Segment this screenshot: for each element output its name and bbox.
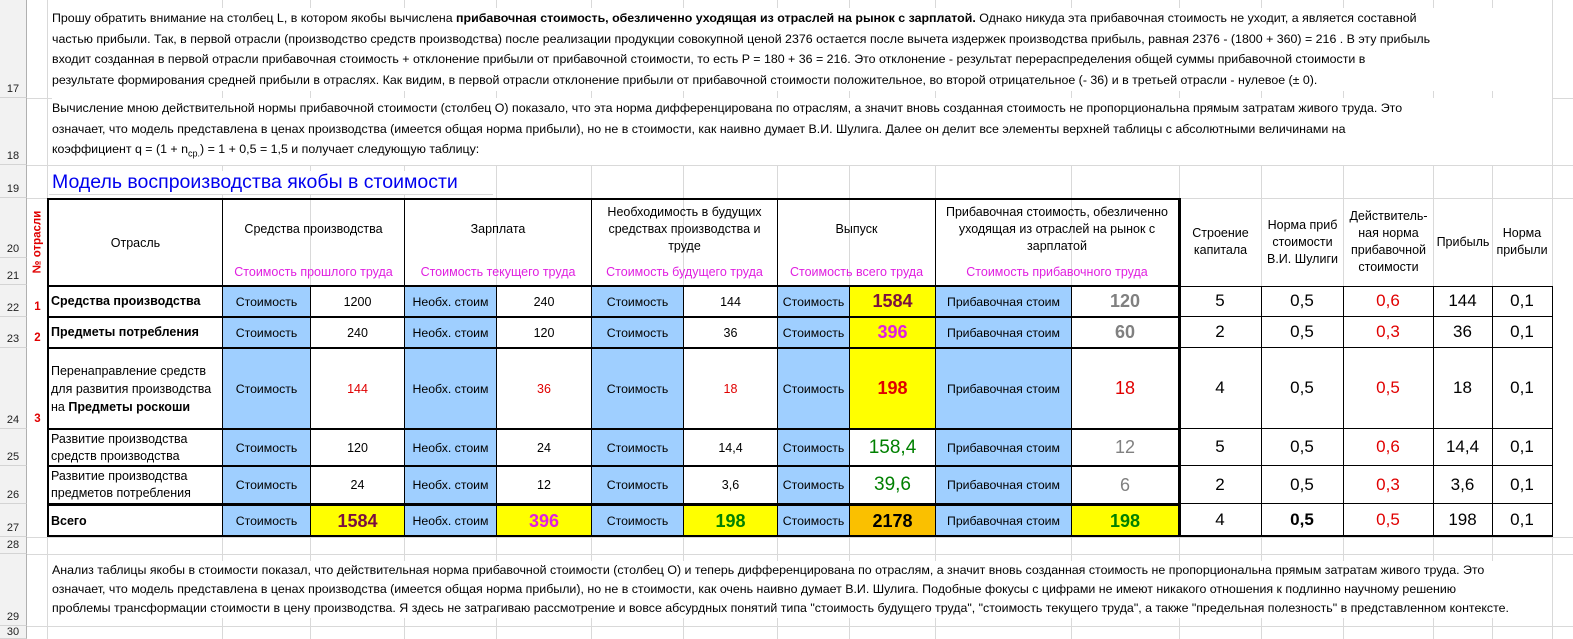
header-means: Средства производства (222, 198, 405, 258)
subheader-output: Стоимость всего труда (777, 258, 936, 286)
wage-value[interactable]: 36 (496, 348, 592, 429)
surplus-value[interactable]: 6 (1071, 466, 1180, 504)
header-norm-shuliga: Норма приб стоимости В.И. Шулиги (1267, 217, 1338, 266)
branch-name[interactable]: Развитие производства предметов потребления (47, 466, 223, 504)
structure-value[interactable]: 4 (1179, 504, 1262, 537)
wage-label: Необх. стоим (404, 348, 497, 429)
output-value[interactable]: 198 (849, 348, 936, 429)
norm-shuliga-value[interactable]: 0,5 (1261, 504, 1344, 537)
surplus-value[interactable]: 120 (1071, 286, 1180, 317)
future-label: Стоимость (591, 348, 684, 429)
row-header[interactable]: 26 (0, 466, 27, 504)
means-value[interactable]: 24 (310, 466, 405, 504)
means-label: Стоимость (222, 504, 311, 537)
output-label: Стоимость (777, 348, 850, 429)
row-header[interactable]: 29 (0, 554, 27, 626)
paragraph-18: Вычисление мною действительной нормы прибавочной стоимости (столбец О) показало, что эта норма дифференцирована по отраслям, а значит вновь созданная стоимость не пропорциональна прямым затратам живого труда. Это означает, что модель представлена в ценах производства (имеется общая норма прибыли), но не в стоимости, как наивно думает В.И. Шулига. Далее он делит все элементы верхней таблицы с абсолютными величинами на коэффициент $q = (1 + n_{ср.}) = 1 + 0,5 = 1,5$ и получает следующую таблицу: (52, 98, 1552, 165)
row-header[interactable]: 28 (0, 537, 27, 554)
table-title: Модель воспроизводства якобы в стоимости (49, 171, 493, 195)
wage-value[interactable]: 12 (496, 466, 592, 504)
row-header[interactable]: 24 (0, 348, 27, 429)
subheader-means: Стоимость прошлого труда (222, 258, 405, 286)
means-value[interactable]: 1200 (310, 286, 405, 317)
header-structure: Строение капитала (1192, 226, 1249, 257)
future-value[interactable]: 144 (683, 286, 778, 317)
paragraph-17: Прошу обратить внимание на столбец L, в котором якобы вычислена прибавочная стоимость, обезличенно уходящая из отраслей на рынок с зарплатой. Однако никуда эта прибавочная стоимость не уходит, а является составной частью прибыли. Так, в первой отрасли (производство средств производства) после реализации продукции совокупной ценой 2376 остается после вычета издержек производства прибыль, равная 2376 - (1800 + 360) = 216 . В эту прибыль входит созданная в первой отрасли прибавочная стоимость + отклонение прибыли от прибавочной стоимости, то есть P = 180 + 36 = 216. Это отклонение - результат перераспределения общей суммы прибавочной стоимости в результате формирования средней прибыли в отраслях. Как видим, в первой отрасли отклонение прибыли от прибавочной стоимости положительное, во второй отрицательное (- 36) и в третьей отрасли - нулевое (± 0). (52, 8, 1552, 91)
output-value[interactable]: 39,6 (849, 466, 936, 504)
row-header[interactable]: 21 (0, 258, 27, 285)
future-value[interactable]: 14,4 (683, 429, 778, 466)
surplus-label: Прибавочная стоим (935, 317, 1072, 348)
means-value[interactable]: 120 (310, 429, 405, 466)
surplus-value[interactable]: 60 (1071, 317, 1180, 348)
norm-shuliga-value[interactable]: 0,5 (1261, 348, 1344, 429)
structure-value[interactable]: 5 (1179, 429, 1262, 466)
wage-value[interactable]: 120 (496, 317, 592, 348)
branch-number[interactable]: 3 (34, 413, 41, 425)
wage-label: Необх. стоим (404, 317, 497, 348)
row-header[interactable]: 27 (0, 504, 27, 537)
output-label: Стоимость (777, 429, 850, 466)
branch-name[interactable]: Средства производства (47, 286, 223, 317)
means-label: Стоимость (222, 317, 311, 348)
output-value[interactable]: 1584 (849, 286, 936, 317)
header-surplus: Прибавочная стоимость, обезличенно уходящая из отраслей на рынок с зарплатой (935, 198, 1180, 258)
subheader-surplus: Стоимость прибавочного труда (935, 258, 1180, 286)
profit-norm-value[interactable]: 0,1 (1492, 348, 1553, 429)
means-value[interactable]: 1584 (310, 504, 405, 537)
future-value[interactable]: 36 (683, 317, 778, 348)
branch-number-header: № отрасли (27, 198, 48, 286)
norm-real-value[interactable]: 0,5 (1343, 504, 1434, 537)
output-label: Стоимость (777, 286, 850, 317)
profit-norm-value[interactable]: 0,1 (1492, 317, 1553, 348)
norm-shuliga-value[interactable]: 0,5 (1261, 286, 1344, 317)
norm-real-value[interactable]: 0,3 (1343, 317, 1434, 348)
row-header[interactable]: 30 (0, 626, 27, 639)
wage-value[interactable]: 240 (496, 286, 592, 317)
structure-value[interactable]: 4 (1179, 348, 1262, 429)
header-wage: Зарплата (404, 198, 592, 258)
output-label: Стоимость (777, 317, 850, 348)
profit-value[interactable]: 36 (1433, 317, 1493, 348)
surplus-value[interactable]: 198 (1071, 504, 1180, 537)
surplus-label: Прибавочная стоим (935, 504, 1072, 537)
means-label: Стоимость (222, 286, 311, 317)
norm-real-value[interactable]: 0,3 (1343, 466, 1434, 504)
wage-value[interactable]: 396 (496, 504, 592, 537)
row-header[interactable]: 20 (0, 198, 27, 258)
future-value[interactable]: 198 (683, 504, 778, 537)
profit-value[interactable]: 198 (1433, 504, 1493, 537)
surplus-label: Прибавочная стоим (935, 429, 1072, 466)
header-norm-real: Действитель-ная норма прибавочной стоимости (1349, 209, 1428, 274)
future-label: Стоимость (591, 504, 684, 537)
branch-number[interactable] (27, 504, 48, 537)
norm-real-value[interactable]: 0,6 (1343, 286, 1434, 317)
profit-value[interactable]: 14,4 (1433, 429, 1493, 466)
branch-number[interactable]: 1 (34, 301, 41, 313)
branch-name[interactable]: Развитие производства средств производства (47, 429, 223, 466)
norm-shuliga-value[interactable]: 0,5 (1261, 466, 1344, 504)
means-label: Стоимость (222, 466, 311, 504)
profit-norm-value[interactable]: 0,1 (1492, 466, 1553, 504)
surplus-label: Прибавочная стоим (935, 348, 1072, 429)
future-value[interactable]: 18 (683, 348, 778, 429)
future-label: Стоимость (591, 317, 684, 348)
row-header[interactable]: 19 (0, 165, 27, 198)
surplus-label: Прибавочная стоим (935, 466, 1072, 504)
norm-shuliga-value[interactable]: 0,5 (1261, 317, 1344, 348)
wage-label: Необх. стоим (404, 286, 497, 317)
profit-value[interactable]: 18 (1433, 348, 1493, 429)
surplus-value[interactable]: 12 (1071, 429, 1180, 466)
means-label: Стоимость (222, 348, 311, 429)
paragraph-29: Анализ таблицы якобы в стоимости показал, что действительная норма прибавочной стоимости (столбец О) и теперь дифференцирована по отраслям, а значит вновь созданная стоимость не пропорциональна прямым затратам живого труда. Это означает, что модель представлена в ценах производства (имеется общая норма прибыли), но не в стоимости, как очень наивно думает В.И. Шулига. Подобные фокусы с цифрами не имеют никакого отношения к подлинно научному решению проблемы трансформации стоимости в цену производства. Я здесь не затрагиваю рассмотрение и вовсе абсурдных понятий типа "стоимость будущего труда", "стоимость текущего труда", а также "предельная полезность" в представленном контексте. (52, 561, 1552, 618)
output-label: Стоимость (777, 466, 850, 504)
future-label: Стоимость (591, 429, 684, 466)
wage-label: Необх. стоим (404, 504, 497, 537)
future-label: Стоимость (591, 286, 684, 317)
output-label: Стоимость (777, 504, 850, 537)
profit-norm-value[interactable]: 0,1 (1492, 429, 1553, 466)
means-value[interactable]: 144 (310, 348, 405, 429)
subheader-future: Стоимость будущего труда (591, 258, 778, 286)
norm-real-value[interactable]: 0,5 (1343, 348, 1434, 429)
branch-name[interactable]: Предметы потребления (47, 317, 223, 348)
output-value[interactable]: 396 (849, 317, 936, 348)
branch-number[interactable] (27, 429, 48, 466)
future-label: Стоимость (591, 466, 684, 504)
profit-norm-value[interactable]: 0,1 (1492, 286, 1553, 317)
row-header[interactable]: 17 (0, 0, 27, 98)
means-label: Стоимость (222, 429, 311, 466)
header-profit: Прибыль (1436, 235, 1490, 249)
structure-value[interactable]: 2 (1179, 317, 1262, 348)
row-header[interactable]: 25 (0, 429, 27, 466)
profit-value[interactable]: 3,6 (1433, 466, 1493, 504)
branch-number[interactable]: 2 (34, 332, 41, 344)
future-value[interactable]: 3,6 (683, 466, 778, 504)
header-output: Выпуск (777, 198, 936, 258)
means-value[interactable]: 240 (310, 317, 405, 348)
branch-name[interactable]: Перенаправление средств для развития производства на Предметы роскоши (47, 348, 223, 429)
norm-real-value[interactable]: 0,6 (1343, 429, 1434, 466)
profit-value[interactable]: 144 (1433, 286, 1493, 317)
header-branch: Отрасль (47, 198, 223, 286)
structure-value[interactable]: 2 (1179, 466, 1262, 504)
surplus-value[interactable]: 18 (1071, 348, 1180, 429)
wage-label: Необх. стоим (404, 429, 497, 466)
output-value[interactable]: 158,4 (849, 429, 936, 466)
header-future: Необходимость в будущих средствах производства и труде (591, 198, 778, 258)
branch-number[interactable] (27, 466, 48, 504)
wage-label: Необх. стоим (404, 466, 497, 504)
row-header[interactable]: 18 (0, 98, 27, 165)
norm-shuliga-value[interactable]: 0,5 (1261, 429, 1344, 466)
wage-value[interactable]: 24 (496, 429, 592, 466)
row-header[interactable]: 22 (0, 285, 27, 317)
row-header[interactable]: 23 (0, 317, 27, 348)
subheader-wage: Стоимость текущего труда (404, 258, 592, 286)
profit-norm-value[interactable]: 0,1 (1492, 504, 1553, 537)
structure-value[interactable]: 5 (1179, 286, 1262, 317)
branch-name[interactable]: Всего (47, 504, 223, 537)
output-value[interactable]: 2178 (849, 504, 936, 537)
header-profit-norm: Норма прибыли (1496, 226, 1548, 257)
surplus-label: Прибавочная стоим (935, 286, 1072, 317)
